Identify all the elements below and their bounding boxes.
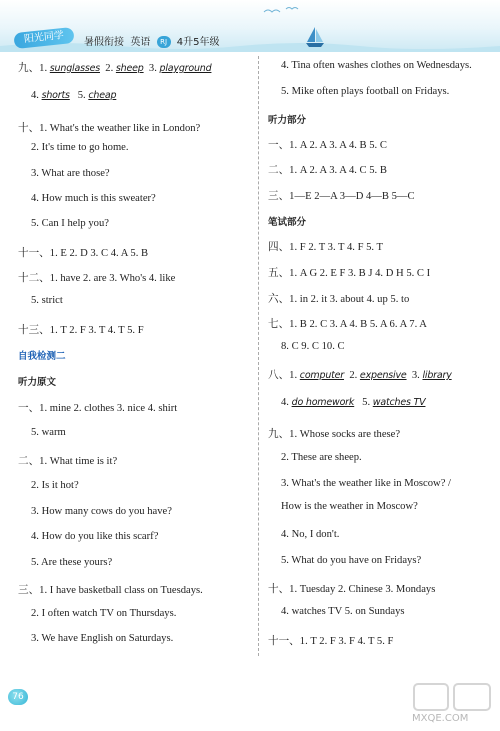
answer-line: 九、1. sunglasses 2. sheep 3. playground <box>18 63 212 74</box>
column-divider <box>258 56 259 656</box>
header-series: 暑假衔接 <box>84 37 124 48</box>
answer-line: 4. No, I don't. <box>281 529 340 540</box>
wave-decoration <box>0 38 500 52</box>
watermark-text: MXQE.COM <box>412 713 469 724</box>
answer-line: 2. It's time to go home. <box>31 142 129 153</box>
answer-line: 2. These are sheep. <box>281 452 362 463</box>
answer-line: 十一、1. E 2. D 3. C 4. A 5. B <box>18 248 149 259</box>
sailboat-icon <box>304 26 326 48</box>
answer-line: 4. Tina often washes clothes on Wednesdays. <box>281 60 472 71</box>
answer-line: 4. How do you like this scarf? <box>31 531 159 542</box>
answer-line: 4. do homework 5. watches TV <box>281 397 426 408</box>
handwritten-answer: sunglasses <box>49 63 100 74</box>
answer-line: 4. How much is this sweater? <box>31 193 156 204</box>
answer-line: 三、1—E 2—A 3—D 4—B 5—C <box>268 191 415 202</box>
answer-line: 十三、1. T 2. F 3. T 4. T 5. F <box>18 325 144 336</box>
answer-line: 八、1. computer 2. expensive 3. library <box>268 370 452 381</box>
header-grade: 4升5年级 <box>176 37 220 48</box>
answer-line: 五、1. A G 2. E F 3. B J 4. D H 5. C I <box>268 268 431 279</box>
answer-line: 一、1. A 2. A 3. A 4. B 5. C <box>268 140 387 151</box>
section-title: 自我检测二 <box>18 351 66 362</box>
answer-line: 3. How many cows do you have? <box>31 506 172 517</box>
header-title <box>84 33 219 48</box>
answer-line: 3. We have English on Saturdays. <box>31 633 174 644</box>
section-title: 笔试部分 <box>268 217 307 228</box>
answer-line: 九、1. Whose socks are these? <box>268 429 401 440</box>
page-number: 76 <box>8 689 28 705</box>
answer-line: 十一、1. T 2. F 3. F 4. T 5. F <box>268 636 394 647</box>
answer-line: 2. Is it hot? <box>31 480 79 491</box>
edition-badge: RJ <box>157 36 171 48</box>
answer-line: 5. Mike often plays football on Fridays. <box>281 86 450 97</box>
birds-icon <box>262 6 302 20</box>
answer-line: 三、1. I have basketball class on Tuesdays. <box>18 585 203 596</box>
answer-line: 3. What's the weather like in Moscow? / <box>281 478 451 489</box>
section-title: 听力部分 <box>268 115 307 126</box>
handwritten-answer: do homework <box>291 397 355 408</box>
page-header <box>0 0 500 50</box>
answer-line: 一、1. mine 2. clothes 3. nice 4. shirt <box>18 403 178 414</box>
answer-line: 3. What are those? <box>31 168 110 179</box>
answer-line: 5. Can I help you? <box>31 218 109 229</box>
answer-line: 十二、1. have 2. are 3. Who's 4. like <box>18 273 176 284</box>
answer-line: 四、1. F 2. T 3. T 4. F 5. T <box>268 242 383 253</box>
answer-line: 十、1. What's the weather like in London? <box>18 123 201 134</box>
answer-line: 5. Are these yours? <box>31 557 113 568</box>
answer-line: 5. strict <box>31 295 63 306</box>
handwritten-answer: expensive <box>359 370 407 381</box>
handwritten-answer: library <box>422 370 452 381</box>
answer-line: 5. What do you have on Fridays? <box>281 555 422 566</box>
answer-line: 七、1. B 2. C 3. A 4. B 5. A 6. A 7. A <box>268 319 427 330</box>
answer-line: 十、1. Tuesday 2. Chinese 3. Mondays <box>268 584 436 595</box>
handwritten-answer: shorts <box>41 90 70 101</box>
answer-line: 2. I often watch TV on Thursdays. <box>31 608 177 619</box>
brand-logo: 阳光同学 <box>13 27 74 49</box>
handwritten-answer: cheap <box>88 90 117 101</box>
header-subject: 英语 <box>130 37 151 48</box>
answer-line: 8. C 9. C 10. C <box>281 341 345 352</box>
answer-line: 二、1. A 2. A 3. A 4. C 5. B <box>268 165 387 176</box>
section-title: 听力原文 <box>18 377 57 388</box>
handwritten-answer: sheep <box>115 63 144 74</box>
answer-line: 4. shorts 5. cheap <box>31 90 117 101</box>
answer-line: How is the weather in Moscow? <box>281 501 418 512</box>
answer-line: 六、1. in 2. it 3. about 4. up 5. to <box>268 294 410 305</box>
handwritten-answer: watches TV <box>372 397 426 408</box>
handwritten-answer: playground <box>159 63 212 74</box>
answer-line: 4. watches TV 5. on Sundays <box>281 606 405 617</box>
handwritten-answer: computer <box>299 370 345 381</box>
answer-line: 5. warm <box>31 427 66 438</box>
answer-line: 二、1. What time is it? <box>18 456 118 467</box>
